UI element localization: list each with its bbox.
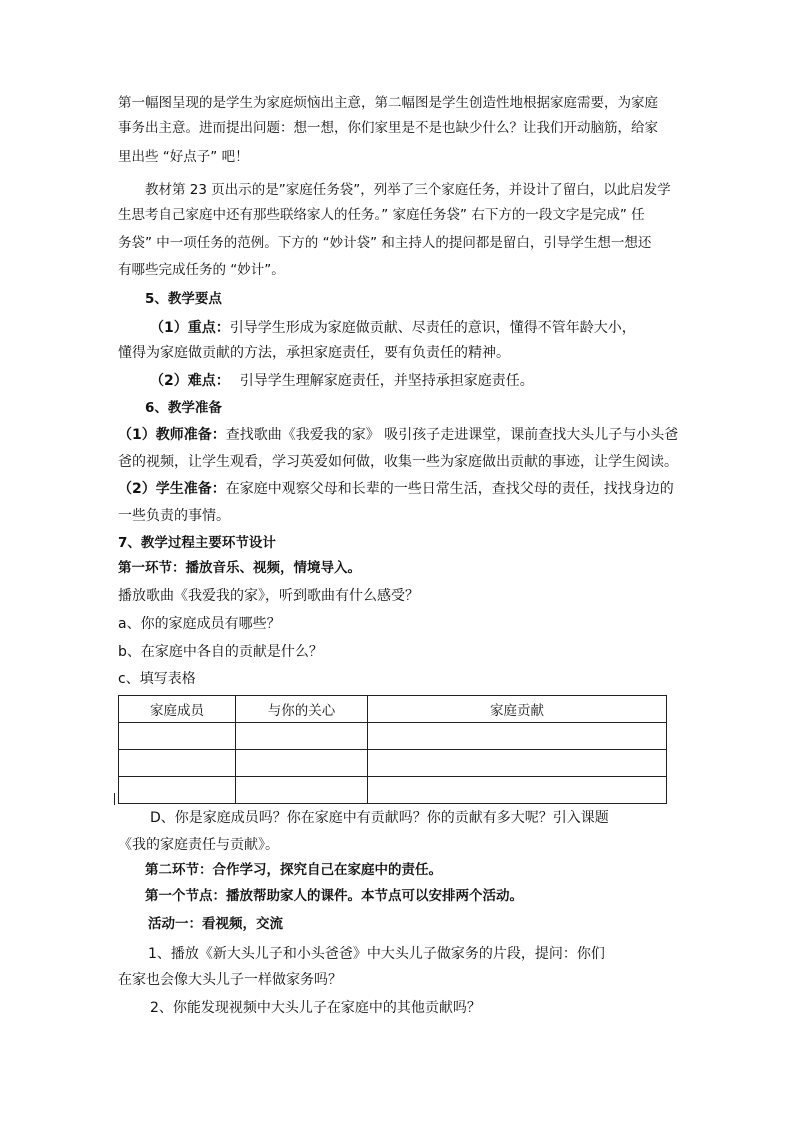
table-cell[interactable] — [368, 750, 667, 777]
activity-item: 2、你能发现视频中大头儿子在家庭中的其他贡献吗？ — [150, 1000, 481, 1016]
question-line: 播放歌曲《我爱我的家》，听到歌曲有什么感受？ — [118, 588, 419, 604]
question-line: D、你是家庭成员吗？你在家庭中有贡献吗？你的贡献有多大呢？引入课题 — [150, 810, 609, 826]
activity-heading: 活动一：看视频，交流 — [148, 916, 283, 932]
table-header-cell: 与你的关心 — [236, 696, 368, 723]
table-row — [119, 723, 667, 750]
section-heading: 5、教学要点 — [145, 291, 222, 307]
difficulty-line — [150, 371, 534, 391]
student-prep-line — [118, 479, 674, 499]
activity-item: 在家也会像大头儿子一样做家务吗？ — [118, 972, 342, 988]
section-heading: 6、教学准备 — [145, 400, 222, 416]
table-cell[interactable] — [236, 723, 368, 750]
table-row — [119, 777, 667, 804]
student-prep-line: 一些负责的事情。 — [118, 508, 230, 524]
table-row — [119, 750, 667, 777]
table-header-cell: 家庭成员 — [119, 696, 236, 723]
student-prep-label: （2）学生准备： — [118, 481, 226, 497]
family-contribution-table — [118, 695, 667, 804]
link1-heading: 第一环节：播放音乐、视频，情境导入。 — [118, 560, 361, 576]
table-cell[interactable] — [119, 777, 236, 804]
key-point-label: （1）重点： — [150, 320, 230, 336]
key-point-text: 引导学生形成为家庭做贡献、尽责任的意识，懂得不管年龄大小， — [229, 320, 636, 336]
section-heading: 7、教学过程主要环节设计 — [118, 535, 276, 551]
intro-line: 有哪些完成任务的 “妙计”。 — [118, 262, 285, 278]
difficulty-text: 引导学生理解家庭责任，并坚持承担家庭责任。 — [239, 373, 534, 389]
key-point-line: 懂得为家庭做贡献的方法，承担家庭责任，要有负责任的精神。 — [118, 345, 510, 361]
link2-heading: 第二环节：合作学习，探究自己在家庭中的责任。 — [145, 862, 442, 878]
table-cell[interactable] — [236, 750, 368, 777]
table-cell[interactable] — [236, 777, 368, 804]
question-line: b、在家庭中各自的贡献是什么？ — [118, 644, 323, 660]
intro-line: 生思考自己家庭中还有那些联络家人的任务。” 家庭任务袋” 右下方的一段文字是完成” 任 — [118, 207, 645, 223]
teacher-prep-line — [118, 425, 678, 445]
difficulty-label: （2）难点： — [150, 373, 230, 389]
table-border-mark — [114, 793, 115, 805]
activity-item: 1、播放《新大头儿子和小头爸爸》中大头儿子做家务的片段，提问：你们 — [148, 946, 605, 962]
intro-line: 务袋” 中一项任务的范例。下方的 “妙计袋” 和主持人的提问都是留白，引导学生想一想还 — [118, 235, 652, 251]
question-line: a、你的家庭成员有哪些？ — [118, 616, 281, 632]
intro-line: 里出些 “好点子” 吧！ — [118, 149, 249, 165]
teacher-prep-label: （1）教师准备： — [118, 427, 226, 443]
table-cell[interactable] — [119, 750, 236, 777]
table-cell[interactable] — [368, 723, 667, 750]
question-line: c、填写表格 — [118, 671, 196, 687]
intro-line: 事务出主意。进而提出问题：想一想，你们家里是不是也缺少什么？让我们开动脑筋，给家 — [118, 120, 658, 136]
table-header-row — [119, 696, 667, 723]
question-line: 《我的家庭责任与贡献》。 — [118, 837, 279, 853]
table-header-cell: 家庭贡献 — [368, 696, 667, 723]
node1-heading: 第一个节点：播放帮助家人的课件。本节点可以安排两个活动。 — [145, 888, 523, 904]
teacher-prep-text: 查找歌曲《我爱我的家》 吸引孩子走进课堂，课前查找大头儿子与小头爸 — [225, 427, 679, 443]
key-point-line — [150, 318, 636, 338]
intro-line: 教材第 23 页出示的是”家庭任务袋”，列举了三个家庭任务，并设计了留白，以此启发学 — [145, 182, 671, 198]
teacher-prep-line: 爸的视频，让学生观看，学习英爱如何做，收集一些为家庭做出贡献的事迹，让学生阅读。 — [118, 454, 678, 470]
table-cell[interactable] — [119, 723, 236, 750]
intro-line: 第一幅图呈现的是学生为家庭烦恼出主意，第二幅图是学生创造性地根据家庭需要，为家庭 — [118, 95, 658, 111]
table-cell[interactable] — [368, 777, 667, 804]
student-prep-text: 在家庭中观察父母和长辈的一些日常生活，查找父母的责任，找找身边的 — [225, 481, 674, 497]
